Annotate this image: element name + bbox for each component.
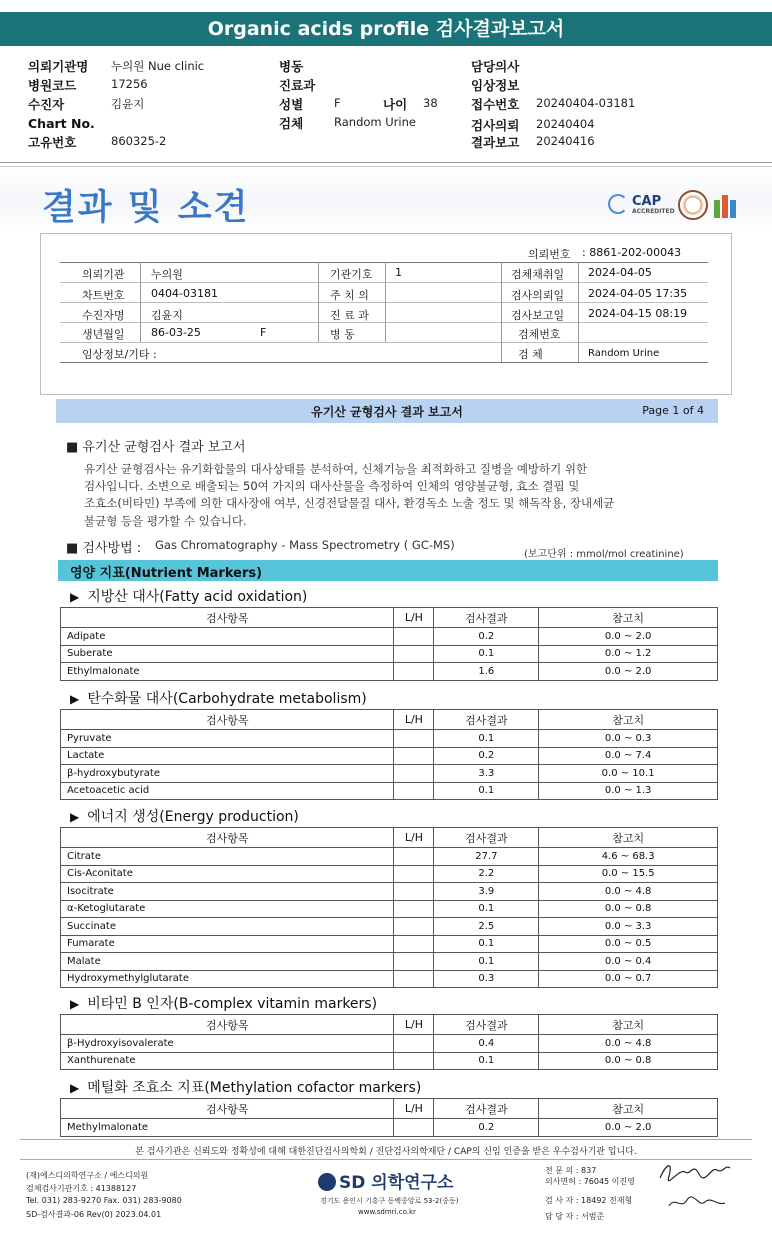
section-title: 결과 및 소견 (42, 188, 250, 228)
item-ref: 0.0 ~ 0.8 (539, 1052, 718, 1070)
item-ref: 0.0 ~ 2.0 (539, 663, 718, 681)
method-value: Gas Chromatography - Mass Spectrometry ( GC-MS) (155, 538, 455, 552)
results-table-vitamin-b (60, 1014, 718, 1070)
report-unit: (보고단위 : mmol/mol creatinine) (524, 549, 684, 560)
item-ref: 0.0 ~ 4.8 (539, 883, 718, 901)
item-name: Acetoacetic acid (61, 782, 394, 800)
table-row (61, 1035, 718, 1053)
intro-line: 조효소(비타민) 부족에 의한 대사장애 여부, 신경전달물질 대사, 환경독소 노출 정도 및 해독작용, 장내세균 (84, 496, 615, 510)
col-ref: 참고치 (539, 710, 718, 730)
item-result: 3.9 (434, 883, 539, 901)
item-name: Methylmalonate (61, 1119, 394, 1137)
grid-line (140, 262, 141, 342)
cap-logo-subtext: ACCREDITED (632, 208, 675, 215)
inst-value: 누의원 (151, 268, 183, 281)
institution-value: 누의원 Nue clinic (111, 59, 205, 73)
item-name: Xanthurenate (61, 1052, 394, 1070)
col-ref: 참고치 (539, 608, 718, 628)
signature-examiner-icon (665, 1192, 735, 1214)
category-title: 영양 지표(Nutrient Markers) (70, 566, 263, 581)
intro-line: 불균형 등을 평가할 수 있습니다. (84, 514, 247, 528)
item-result: 0.1 (434, 730, 539, 748)
table-row (61, 782, 718, 800)
footer-divider (20, 1159, 752, 1160)
intro-line: 검사입니다. 소변으로 배출되는 50여 가지의 대사산물을 측정하여 인체의 영양불균형, 효소 결핍 및 (84, 479, 580, 493)
grid-line (60, 282, 708, 283)
request-label: 검사의뢰 (471, 118, 520, 133)
col-item: 검사항목 (61, 828, 394, 848)
results-table-energy (60, 827, 718, 988)
item-lh (394, 628, 434, 646)
staff-line: 담 당 자 : 서범준 (545, 1212, 605, 1221)
grid-line (60, 302, 708, 303)
table-row (61, 645, 718, 663)
chart-no-value: 0404-03181 (151, 287, 218, 300)
item-name: Citrate (61, 848, 394, 866)
item-ref: 0.0 ~ 7.4 (539, 747, 718, 765)
item-result: 3.3 (434, 765, 539, 783)
result-report-label: 결과보고 (471, 135, 520, 150)
patient-label: 수진자 (28, 97, 65, 112)
collect-value: 2024-04-05 (588, 266, 652, 279)
item-ref: 0.0 ~ 0.3 (539, 730, 718, 748)
grid-line (501, 262, 502, 362)
table-row (61, 935, 718, 953)
col-lh: L/H (394, 828, 434, 848)
col-item: 검사항목 (61, 1015, 394, 1035)
specimen-value: Random Urine (588, 348, 660, 359)
unique-number-label: 고유번호 (28, 135, 77, 150)
table-row (61, 865, 718, 883)
item-ref: 0.0 ~ 4.8 (539, 1035, 718, 1053)
item-ref: 4.6 ~ 68.3 (539, 848, 718, 866)
item-lh (394, 883, 434, 901)
triangle-right-icon: ▶ (70, 590, 80, 604)
col-ref: 참고치 (539, 1015, 718, 1035)
item-result: 27.7 (434, 848, 539, 866)
intro-line: 유기산 균형검사는 유기화합물의 대사상태를 분석하여, 신체기능을 최적화하고 질병을 예방하기 위한 (84, 462, 588, 476)
item-lh (394, 1119, 434, 1137)
item-lh (394, 953, 434, 971)
table-row (61, 663, 718, 681)
table-header-row (61, 1099, 718, 1119)
receipt-label: 접수번호 (471, 97, 520, 112)
table-row (61, 747, 718, 765)
table-header-row (61, 608, 718, 628)
table-row (61, 970, 718, 988)
item-result: 2.5 (434, 918, 539, 936)
grid-line (60, 362, 708, 363)
col-result: 검사결과 (434, 608, 539, 628)
result-report-value: 20240416 (536, 134, 595, 148)
item-lh (394, 900, 434, 918)
table-row (61, 730, 718, 748)
inst-code-value: 1 (395, 266, 402, 279)
col-lh: L/H (394, 1099, 434, 1119)
age-label: 나이 (383, 97, 408, 112)
org-line: (재)에스디의학연구소 / 에스디의원 (26, 1171, 149, 1180)
item-result: 0.1 (434, 953, 539, 971)
request-no-value: : 8861-202-00043 (582, 246, 682, 259)
item-name: Pyruvate (61, 730, 394, 748)
item-lh (394, 1035, 434, 1053)
item-lh (394, 782, 434, 800)
results-table-fatty-acid (60, 607, 718, 681)
triangle-right-icon: ▶ (70, 692, 80, 706)
item-name: Lactate (61, 747, 394, 765)
item-ref: 0.0 ~ 2.0 (539, 1119, 718, 1137)
report-banner-title: Organic acids profile 검사결과보고서 (0, 12, 772, 46)
staff-line: 의사면허 : 76045 이진영 (545, 1177, 635, 1186)
col-lh: L/H (394, 710, 434, 730)
cap-ring-icon (608, 194, 628, 214)
signature-doctor-icon (655, 1158, 735, 1186)
collect-label: 검체채취일 (511, 268, 565, 281)
item-name: Fumarate (61, 935, 394, 953)
patient-name-label: 수진자명 (82, 309, 125, 322)
grid-line (318, 262, 319, 342)
item-name: α-Ketoglutarate (61, 900, 394, 918)
grid-line (578, 262, 579, 362)
org-line: SD-검사결과-06 Rev(0) 2023.04.01 (26, 1210, 162, 1219)
item-lh (394, 663, 434, 681)
col-result: 검사결과 (434, 710, 539, 730)
item-lh (394, 645, 434, 663)
item-result: 0.1 (434, 900, 539, 918)
item-ref: 0.0 ~ 15.5 (539, 865, 718, 883)
table-row (61, 628, 718, 646)
item-lh (394, 918, 434, 936)
group-title: 에너지 생성(Energy production) (87, 809, 299, 825)
dob-label: 생년월일 (82, 328, 125, 341)
group-heading (70, 806, 299, 826)
item-ref: 0.0 ~ 10.1 (539, 765, 718, 783)
group-title: 비타민 B 인자(B-complex vitamin markers) (87, 996, 378, 1012)
item-lh (394, 765, 434, 783)
col-lh: L/H (394, 1015, 434, 1035)
hospital-code-label: 병원코드 (28, 78, 77, 93)
inst-label: 의뢰기관 (82, 268, 125, 281)
footer-divider-top (20, 1139, 752, 1140)
item-name: Ethylmalonate (61, 663, 394, 681)
item-result: 0.1 (434, 1052, 539, 1070)
item-ref: 0.0 ~ 0.8 (539, 900, 718, 918)
report-bar-title: 유기산 균형검사 결과 보고서 (311, 405, 463, 419)
specimen-label: 검체 (279, 116, 304, 131)
rep-date-value: 2024-04-15 08:19 (588, 307, 688, 320)
item-result: 0.4 (434, 1035, 539, 1053)
staff-line: 검 사 자 : 18492 전재형 (545, 1196, 633, 1205)
header-info (0, 0, 772, 160)
chart-label: Chart No. (28, 116, 95, 131)
item-ref: 0.0 ~ 3.3 (539, 918, 718, 936)
item-name: Suberate (61, 645, 394, 663)
col-ref: 참고치 (539, 828, 718, 848)
sd-logo (318, 1168, 453, 1193)
item-lh (394, 935, 434, 953)
unique-number-value: 860325-2 (111, 134, 167, 148)
sd-logo-icon (318, 1173, 336, 1191)
item-ref: 0.0 ~ 2.0 (539, 628, 718, 646)
item-name: Adipate (61, 628, 394, 646)
item-ref: 0.0 ~ 1.2 (539, 645, 718, 663)
dept-label: 진료과 (279, 78, 316, 93)
chart-no-label: 차트번호 (82, 289, 125, 302)
hospital-code-value: 17256 (111, 77, 148, 91)
patient-name-value: 김윤지 (151, 309, 183, 322)
clinical-label: 임상정보 (471, 78, 520, 93)
item-result: 0.1 (434, 935, 539, 953)
dept-label: 진 료 과 (330, 309, 369, 322)
item-name: Cis-Aconitate (61, 865, 394, 883)
results-table-carbohydrate (60, 709, 718, 800)
org-line: 검체검사기관기호 : 41388127 (26, 1184, 137, 1193)
ward-label: 병 동 (330, 328, 355, 341)
age-value: 38 (423, 96, 438, 110)
group-title: 메틸화 조효소 지표(Methylation cofactor markers) (87, 1080, 422, 1096)
table-row (61, 1052, 718, 1070)
triangle-right-icon: ▶ (70, 810, 80, 824)
col-item: 검사항목 (61, 1099, 394, 1119)
institution-label: 의뢰기관명 (28, 59, 89, 74)
clinical-info-label: 임상정보/기타 : (82, 348, 157, 361)
item-result: 0.1 (434, 645, 539, 663)
request-value: 20240404 (536, 117, 595, 131)
req-date-label: 검사의뢰일 (511, 289, 565, 302)
item-lh (394, 848, 434, 866)
grid-line (60, 342, 708, 343)
table-row (61, 953, 718, 971)
receipt-value: 20240404-03181 (536, 96, 636, 110)
item-result: 1.6 (434, 663, 539, 681)
item-name: Isocitrate (61, 883, 394, 901)
category-bar (58, 560, 718, 581)
item-result: 2.2 (434, 865, 539, 883)
group-title: 지방산 대사(Fatty acid oxidation) (87, 589, 308, 605)
foundation-logo-icon (712, 192, 738, 218)
grid-line (60, 262, 708, 263)
col-item: 검사항목 (61, 710, 394, 730)
table-row (61, 900, 718, 918)
patient-value: 김윤지 (111, 97, 145, 111)
item-lh (394, 730, 434, 748)
rep-date-label: 검사보고일 (511, 309, 565, 322)
item-ref: 0.0 ~ 1.3 (539, 782, 718, 800)
col-result: 검사결과 (434, 1099, 539, 1119)
req-date-value: 2024-04-05 17:35 (588, 287, 688, 300)
col-result: 검사결과 (434, 828, 539, 848)
item-name: Malate (61, 953, 394, 971)
sex-label: 성별 (279, 97, 304, 112)
triangle-right-icon: ▶ (70, 1081, 80, 1095)
grid-line (385, 262, 386, 342)
cap-logo (608, 194, 674, 220)
sex-value: F (334, 96, 341, 110)
table-header-row (61, 710, 718, 730)
ward-label: 병동 (279, 59, 304, 74)
table-row (61, 883, 718, 901)
item-result: 0.1 (434, 782, 539, 800)
dob-value: 86-03-25 (151, 326, 201, 339)
group-title: 탄수화물 대사(Carbohydrate metabolism) (87, 691, 367, 707)
table-row (61, 765, 718, 783)
group-heading (70, 1077, 421, 1097)
society-seal-icon (678, 190, 708, 220)
intro-heading: ■ 유기산 균형검사 결과 보고서 (66, 440, 246, 455)
table-row (61, 918, 718, 936)
group-heading (70, 993, 377, 1013)
sd-logo-text: SD 의학연구소 (339, 1173, 454, 1193)
item-ref: 0.0 ~ 0.5 (539, 935, 718, 953)
item-result: 0.2 (434, 628, 539, 646)
inst-code-label: 기관기호 (330, 268, 373, 281)
col-item: 검사항목 (61, 608, 394, 628)
item-lh (394, 747, 434, 765)
doctor-label: 담당의사 (471, 59, 520, 74)
report-header-bar (56, 399, 718, 423)
col-result: 검사결과 (434, 1015, 539, 1035)
sex-value: F (260, 326, 267, 339)
doctor-label: 주 치 의 (330, 289, 369, 302)
accreditation-note: 본 검사기관은 신뢰도와 정확성에 대해 대한진단검사의학회 / 진단검사의학재단 / CAP의 신임 인증을 받은 우수검사기관 입니다. (135, 1147, 637, 1157)
method-label: ■ 검사방법 : (66, 541, 142, 556)
table-header-row (61, 1015, 718, 1035)
item-result: 0.2 (434, 1119, 539, 1137)
results-table-methylation (60, 1098, 718, 1137)
item-result: 0.2 (434, 747, 539, 765)
org-line: Tel. 031) 283-9270 Fax. 031) 283-9080 (26, 1196, 182, 1205)
item-name: Hydroxymethylglutarate (61, 970, 394, 988)
item-name: β-Hydroxyisovalerate (61, 1035, 394, 1053)
table-row (61, 1119, 718, 1137)
website: www.sdmri.co.kr (358, 1208, 416, 1216)
triangle-right-icon: ▶ (70, 997, 80, 1011)
col-ref: 참고치 (539, 1099, 718, 1119)
cap-logo-text: CAP (632, 194, 662, 209)
address: 경기도 용인시 기흥구 동백중앙로 53-2(중동) (320, 1197, 459, 1205)
group-heading (70, 688, 367, 708)
specimen-value: Random Urine (334, 115, 416, 129)
table-header-row (61, 828, 718, 848)
item-lh (394, 1052, 434, 1070)
item-name: Succinate (61, 918, 394, 936)
item-result: 0.3 (434, 970, 539, 988)
specimen-no-label: 검체번호 (518, 328, 561, 341)
group-heading (70, 586, 307, 606)
item-ref: 0.0 ~ 0.7 (539, 970, 718, 988)
staff-line: 전 문 의 : 837 (545, 1166, 597, 1175)
header-divider (0, 162, 772, 163)
item-lh (394, 865, 434, 883)
table-row (61, 848, 718, 866)
item-name: β-hydroxybutyrate (61, 765, 394, 783)
page-indicator: Page 1 of 4 (642, 404, 704, 417)
col-lh: L/H (394, 608, 434, 628)
item-ref: 0.0 ~ 0.4 (539, 953, 718, 971)
item-lh (394, 970, 434, 988)
request-no-label: 의뢰번호 (528, 248, 571, 261)
specimen-label: 검 체 (518, 348, 543, 361)
header-divider-2 (0, 166, 772, 167)
